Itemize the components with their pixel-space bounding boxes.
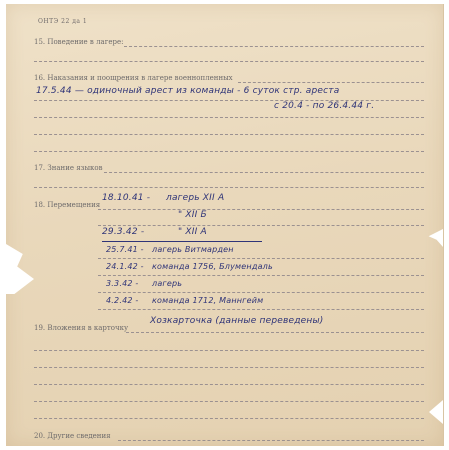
field-19-line-5	[34, 401, 424, 402]
field-19-line-4	[34, 384, 424, 385]
field-18-line-3	[98, 258, 424, 259]
movement-date-3: 29.3.42 -	[102, 227, 145, 237]
movement-date-1: 18.10.41 -	[102, 193, 151, 203]
field-17-label: 17. Знание языков	[34, 164, 103, 172]
field-19-line	[126, 332, 424, 333]
form-code: ОНТЭ 22 да 1	[38, 18, 88, 25]
movement-place-4: лагерь Витмарден	[152, 245, 234, 254]
torn-edge-right-upper	[427, 229, 443, 247]
movement-place-7: команда 1712, Маннгейм	[152, 296, 264, 305]
field-20-label: 20. Другие сведения	[34, 432, 111, 440]
field-16-line-3	[34, 117, 424, 118]
movement-place-1: лагерь XII A	[166, 193, 225, 203]
field-18-label: 18. Перемещения	[34, 201, 101, 209]
torn-edge-left	[6, 244, 34, 294]
field-16-line	[238, 82, 424, 83]
field-16-line-5	[34, 151, 424, 152]
movement-date-7: 4.2.42 -	[106, 296, 139, 305]
field-19-label: 19. Вложения в карточку	[34, 324, 129, 332]
field-18-line	[98, 209, 424, 210]
movement-date-4: 25.7.41 -	[106, 245, 144, 254]
movement-date-6: 3.3.42 -	[106, 279, 139, 288]
movement-date-5: 24.1.42 -	[106, 262, 144, 271]
field-18-line-5	[98, 292, 424, 293]
field-18-line-2	[98, 225, 424, 226]
field-18-line-6	[98, 309, 424, 310]
movement-place-3: " XII A	[178, 227, 207, 237]
field-20-line	[118, 440, 424, 441]
movement-underline	[102, 241, 262, 242]
field-16-label: 16. Наказания и поощрения в лагере военнопленных	[34, 74, 233, 82]
field-19-line-2	[34, 350, 424, 351]
field-15-line	[124, 46, 424, 47]
field-15-line-2	[34, 61, 424, 62]
punishment-entry-line-2: с 20.4 - по 26.4.44 г.	[274, 101, 375, 111]
punishment-entry-line-1: 17.5.44 — одиночный арест из команды - 6 суток стр. ареста	[36, 86, 340, 96]
movement-place-6: лагерь	[152, 279, 183, 288]
torn-edge-right-lower	[429, 400, 443, 424]
field-16-line-4	[34, 134, 424, 135]
field-19-line-6	[34, 418, 424, 419]
movement-place-5: команда 1756, Блумендаль	[152, 262, 273, 271]
registration-card	[6, 4, 444, 446]
field-17-line-2	[34, 187, 424, 188]
field-19-line-3	[34, 367, 424, 368]
movement-place-2: " XII Б	[178, 210, 207, 220]
field-17-line	[104, 172, 424, 173]
field-15-label: 15. Поведение в лагере:	[34, 38, 124, 46]
attachments-entry: Хозкарточка (данные переведены)	[150, 316, 324, 326]
field-18-line-4	[98, 275, 424, 276]
